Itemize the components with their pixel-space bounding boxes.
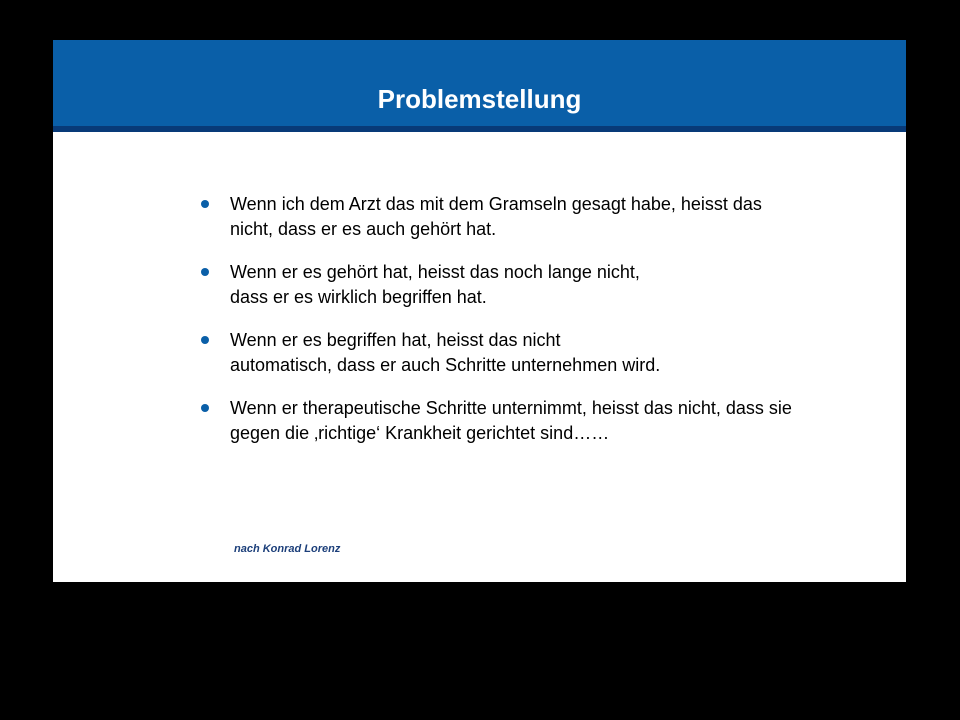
citation: nach Konrad Lorenz [234, 543, 341, 555]
bullet-dot-icon [201, 336, 209, 344]
bullet-text: Wenn er es gehört hat, heisst das noch lange nicht, dass er es wirklich begriffen hat. [230, 262, 640, 307]
slide-title [53, 84, 906, 114]
bullet-text: Wenn er therapeutische Schritte unternimmt, heisst das nicht, dass sie gegen die ‚richtige‘ Krankheit gerichtet sind…… [230, 398, 792, 443]
bullet-dot-icon [201, 268, 209, 276]
slide [53, 40, 906, 582]
bullet-item [201, 328, 881, 378]
bullet-text: Wenn er es begriffen hat, heisst das nicht automatisch, dass er auch Schritte unternehmen wird. [230, 330, 661, 375]
slide-title-text: Problemstellung [377, 84, 582, 114]
bullet-list [201, 192, 881, 464]
bullet-dot-icon [201, 404, 209, 412]
bullet-item [201, 192, 881, 242]
bullet-item [201, 260, 881, 310]
bullet-text: Wenn ich dem Arzt das mit dem Gramseln gesagt habe, heisst das nicht, dass er es auch gehört hat. [230, 194, 762, 239]
title-bar-stripe [53, 126, 906, 132]
bullet-item [201, 396, 881, 446]
bullet-dot-icon [201, 200, 209, 208]
